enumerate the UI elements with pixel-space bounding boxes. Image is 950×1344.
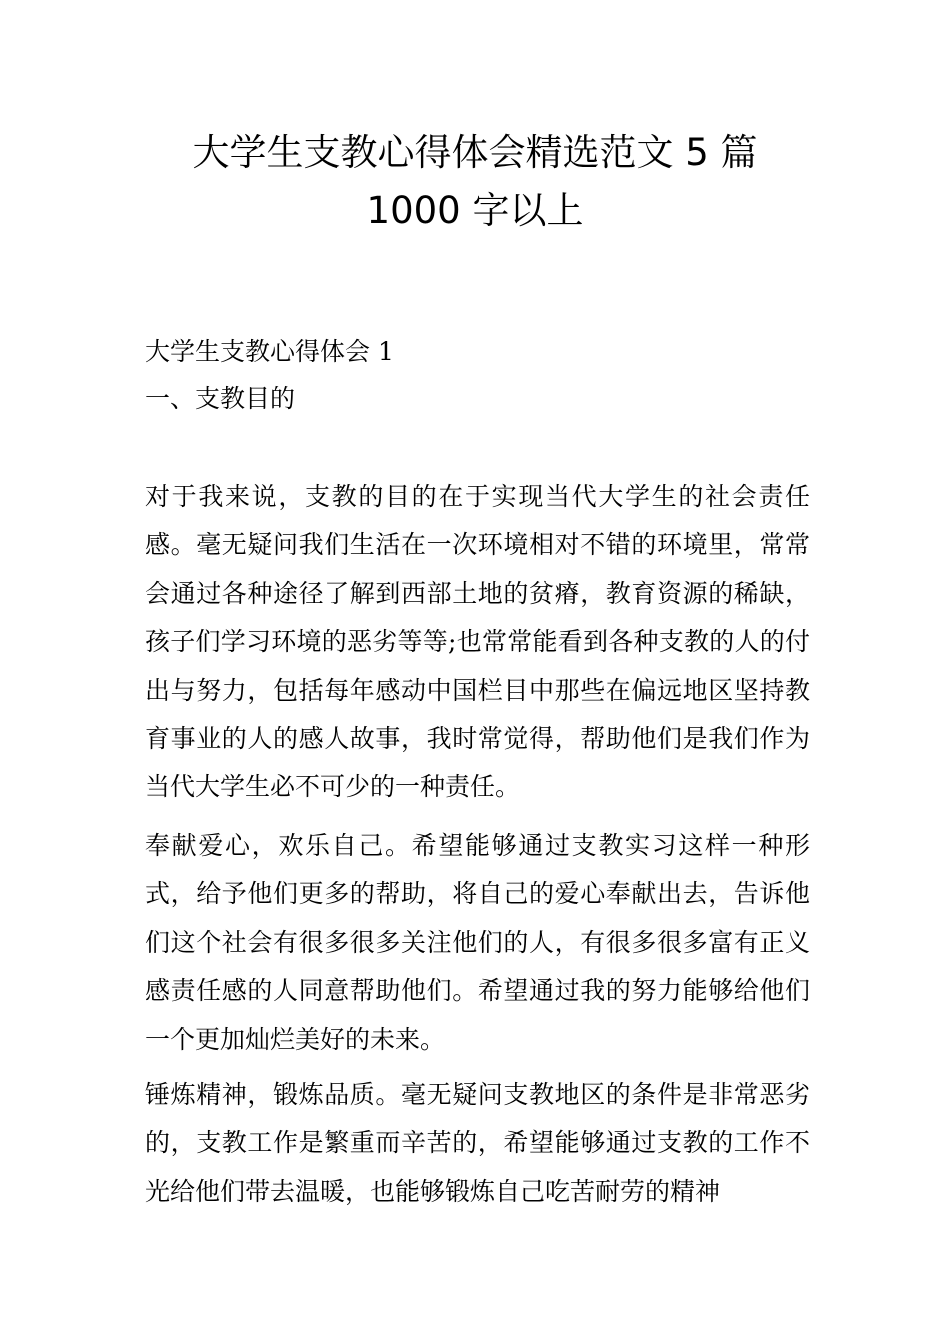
document-title: 大学生支教心得体会精选范文 5 篇 1000 字以上	[192, 131, 758, 232]
section-title: 大学生支教心得体会 1	[145, 337, 394, 366]
paragraph-3: 锤炼精神，锻炼品质。毫无疑问支教地区的条件是非常恶劣的，支教工作是繁重而辛苦的，希望能够通过支教的工作不光给他们带去温暖，也能够锻炼自己吃苦耐劳的精神	[145, 1080, 810, 1206]
subsection-title: 一、支教目的	[145, 384, 296, 413]
paragraph-1: 对于我来说，支教的目的在于实现当代大学生的社会责任感。毫无疑问我们生活在一次环境相对不错的环境里，常常会通过各种途径了解到西部土地的贫瘠，教育资源的稀缺，孩子们学习环境的恶劣等等;也常常能看到各种支教的人的付出与努力，包括每年感动中国栏目中那些在偏远地区坚持教育事业的人的感人故事，我时常觉得，帮助他们是我们作为当代大学生必不可少的一种责任。	[145, 482, 810, 802]
paragraph-2: 奉献爱心，欢乐自己。希望能够通过支教实习这样一种形式，给予他们更多的帮助，将自己的爱心奉献出去，告诉他们这个社会有很多很多关注他们的人，有很多很多富有正义感责任感的人同意帮助他们。希望通过我的努力能够给他们一个更加灿烂美好的未来。	[145, 831, 810, 1054]
